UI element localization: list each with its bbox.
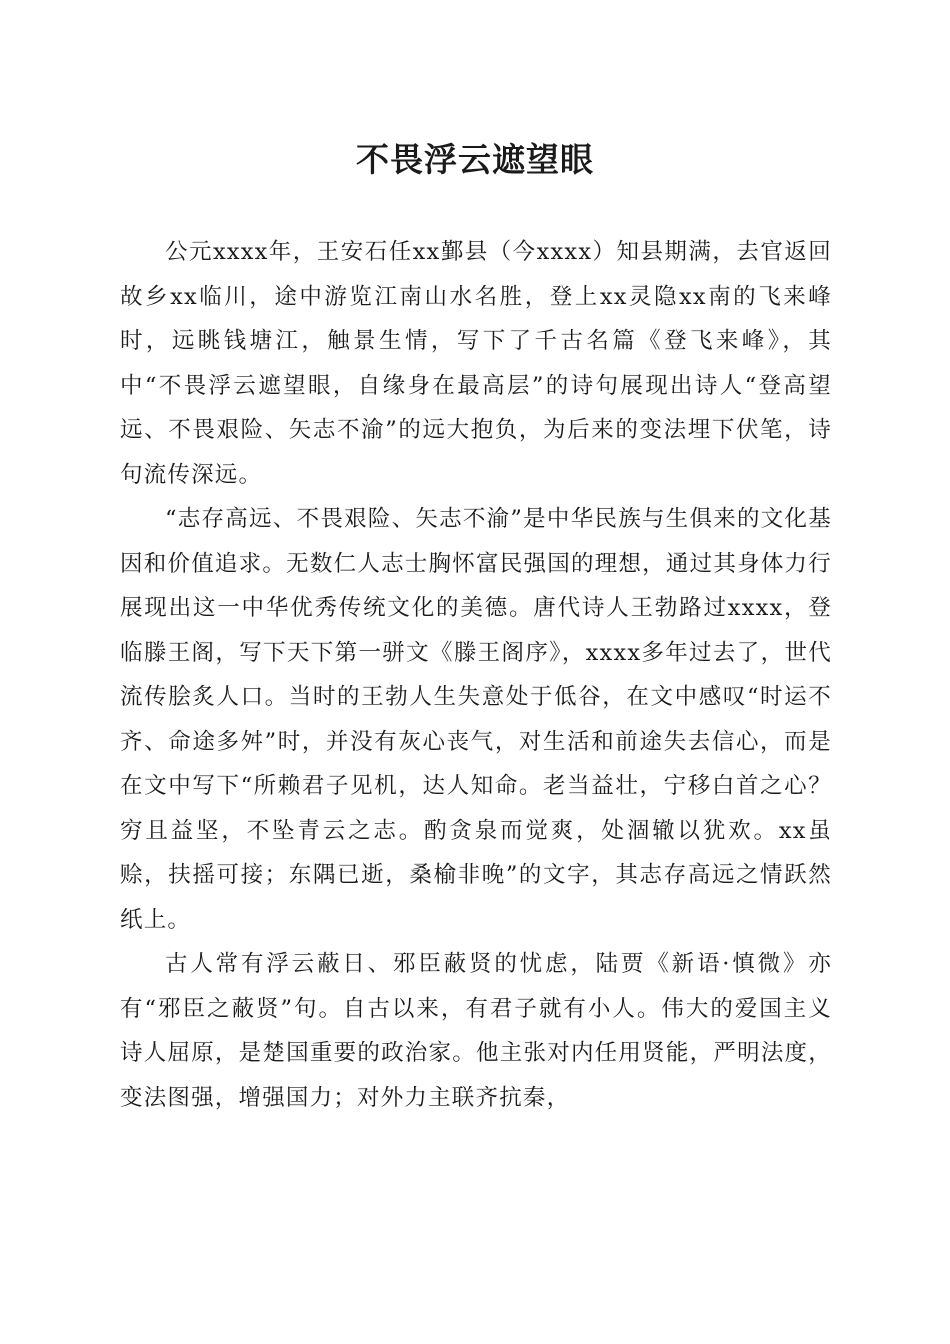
paragraph-3: 古人常有浮云蔽日、邪臣蔽贤的忧虑，陆贾《新语·慎微》亦有“邪臣之蔽贤”句。自古以来，有君子就有小人。伟大的爱国主义诗人屈原，是楚国重要的政治家。他主张对内任用贤能，严明法度，变法图强，增强国力；对外力主联齐抗秦， <box>120 951 832 1111</box>
paragraph-1: 公元xxxx年，王安石任xx鄞县（今xxxx）知县期满，去官返回故乡xx临川，途中游览江南山水名胜，登上xx灵隐xx南的飞来峰时，远眺钱塘江，触景生情，写下了千古名篇《登飞来峰》，其中“不畏浮云遮望眼，自缘身在最高层”的诗句展现出诗人“登高望远、不畏艰险、矢志不渝”的远大抱负，为后来的变法埋下伏笔，诗句流传深远。 <box>120 239 832 488</box>
document-body <box>120 230 832 1120</box>
document-title: 不畏浮云遮望眼 <box>356 140 594 179</box>
paragraph-2: “志存高远、不畏艰险、矢志不渝”是中华民族与生俱来的文化基因和价值追求。无数仁人志士胸怀富民强国的理想，通过其身体力行展现出这一中华优秀传统文化的美德。唐代诗人王勃路过xxxx，登临滕王阁，写下天下第一骈文《滕王阁序》，xxxx多年过去了，世代流传脍炙人口。当时的王勃人生失意处于低谷，在文中感叹“时运不齐、命途多舛”时，并没有灰心丧气，对生活和前途失去信心，而是在文中写下“所赖君子见机，达人知命。老当益壮，宁移白首之心？穷且益坚，不坠青云之志。酌贪泉而觉爽，处涸辙以犹欢。xx虽赊，扶摇可接；东隅已逝，桑榆非晚”的文字，其志存高远之情跃然纸上。 <box>120 506 832 933</box>
